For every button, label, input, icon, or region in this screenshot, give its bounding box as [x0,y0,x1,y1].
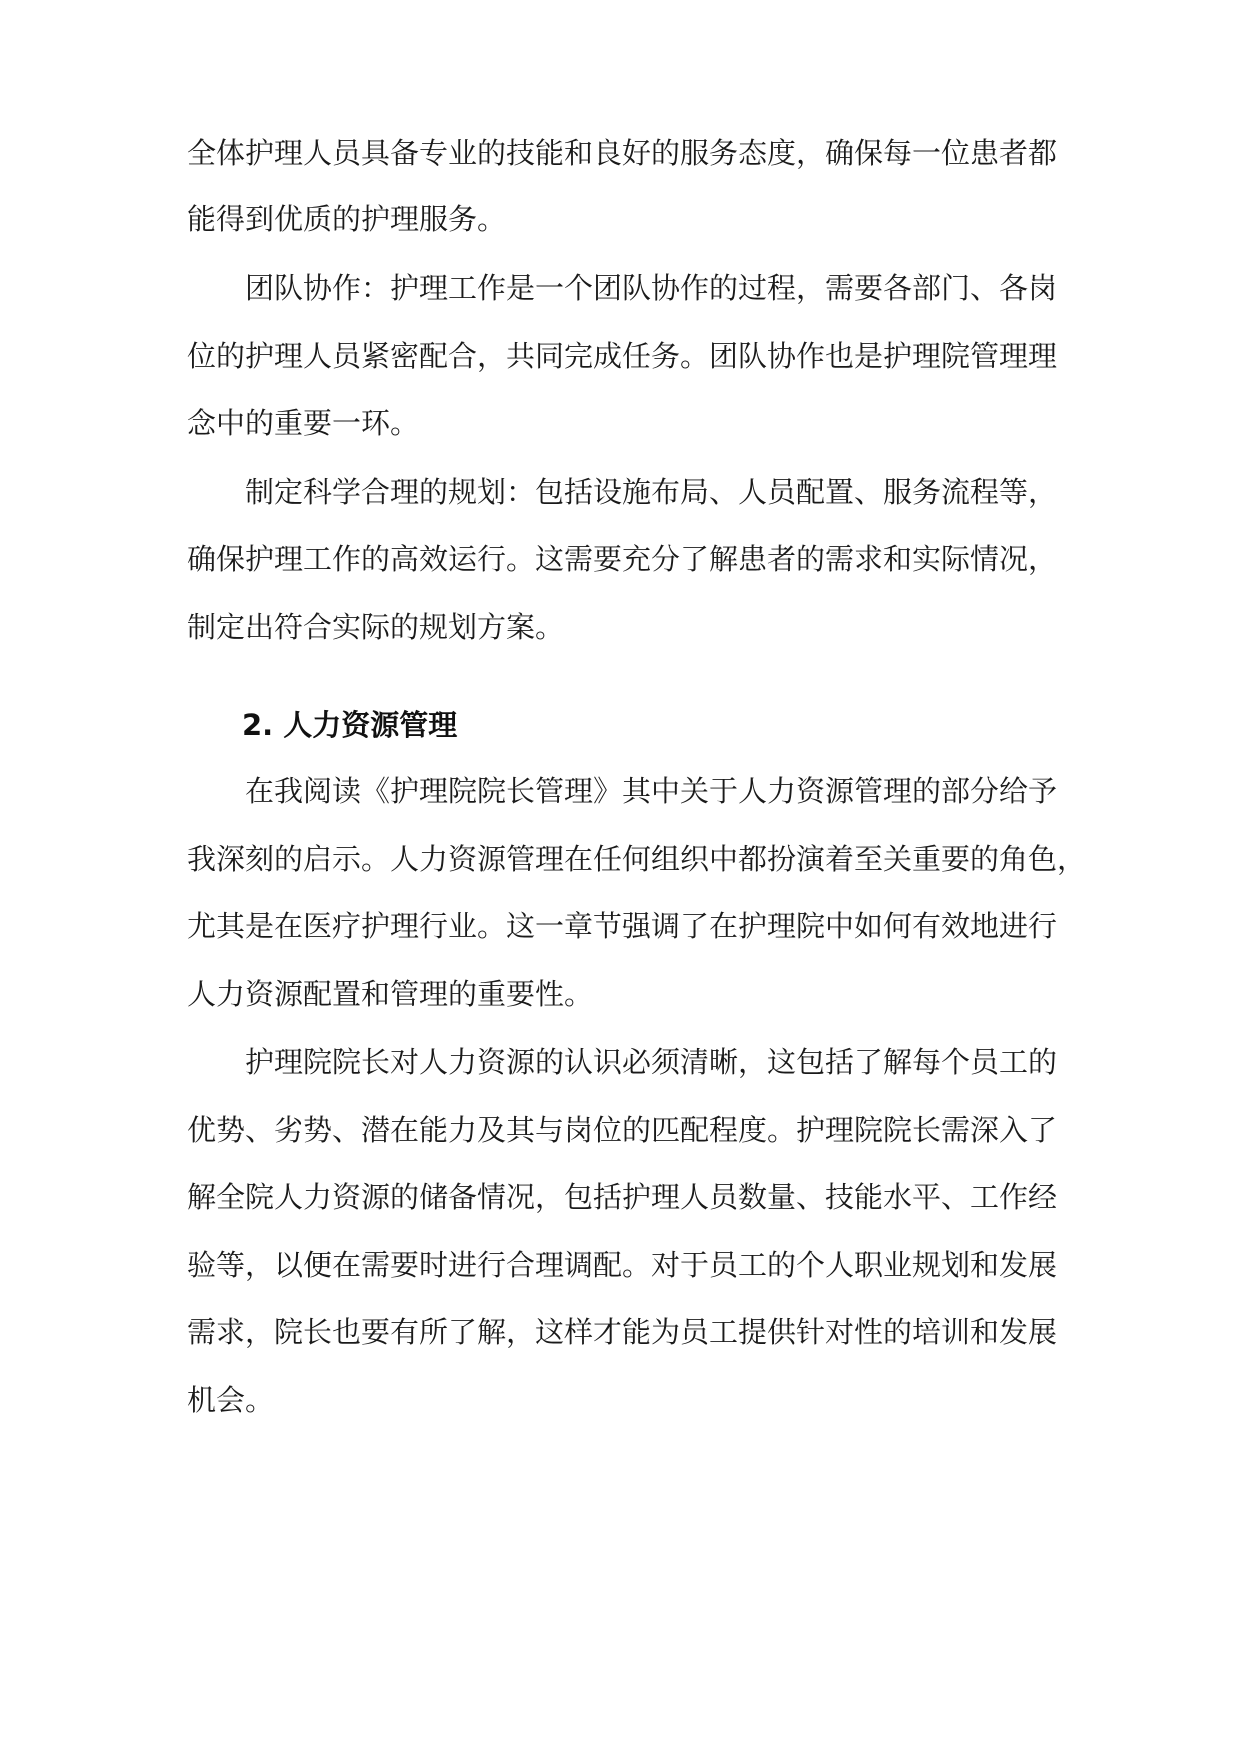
paragraph-5-line-4: 验等，以便在需要时进行合理调配。对于员工的个人职业规划和发展 [187,1248,1058,1282]
paragraph-1-line-2: 能得到优质的护理服务。 [187,202,507,236]
paragraph-5-line-1: 护理院院长对人力资源的认识必须清晰，这包括了解每个员工的 [245,1045,1058,1079]
section-heading: 2. 人力资源管理 [242,708,458,742]
paragraph-4-line-1: 在我阅读《护理院院长管理》其中关于人力资源管理的部分给予 [245,774,1058,808]
paragraph-5-line-3: 解全院人力资源的储备情况，包括护理人员数量、技能水平、工作经 [187,1180,1058,1214]
paragraph-5-line-6: 机会。 [187,1383,275,1417]
paragraph-2-line-1: 团队协作：护理工作是一个团队协作的过程，需要各部门、各岗 [245,271,1058,305]
paragraph-4-line-2: 我深刻的启示。人力资源管理在任何组织中都扮演着至关重要的角色， [187,842,1087,876]
paragraph-4-line-3: 尤其是在医疗护理行业。这一章节强调了在护理院中如何有效地进行 [187,909,1058,943]
paragraph-3-line-3: 制定出符合实际的规划方案。 [187,610,565,644]
paragraph-1-line-1: 全体护理人员具备专业的技能和良好的服务态度，确保每一位患者都 [187,136,1058,170]
paragraph-3-line-1: 制定科学合理的规划：包括设施布局、人员配置、服务流程等， [245,475,1058,509]
paragraph-5-line-5: 需求，院长也要有所了解，这样才能为员工提供针对性的培训和发展 [187,1315,1058,1349]
paragraph-5-line-2: 优势、劣势、潜在能力及其与岗位的匹配程度。护理院院长需深入了 [187,1113,1058,1147]
paragraph-4-line-4: 人力资源配置和管理的重要性。 [187,977,594,1011]
paragraph-2-line-3: 念中的重要一环。 [187,406,420,440]
paragraph-3-line-2: 确保护理工作的高效运行。这需要充分了解患者的需求和实际情况， [187,542,1058,576]
paragraph-2-line-2: 位的护理人员紧密配合，共同完成任务。团队协作也是护理院管理理 [187,339,1058,373]
